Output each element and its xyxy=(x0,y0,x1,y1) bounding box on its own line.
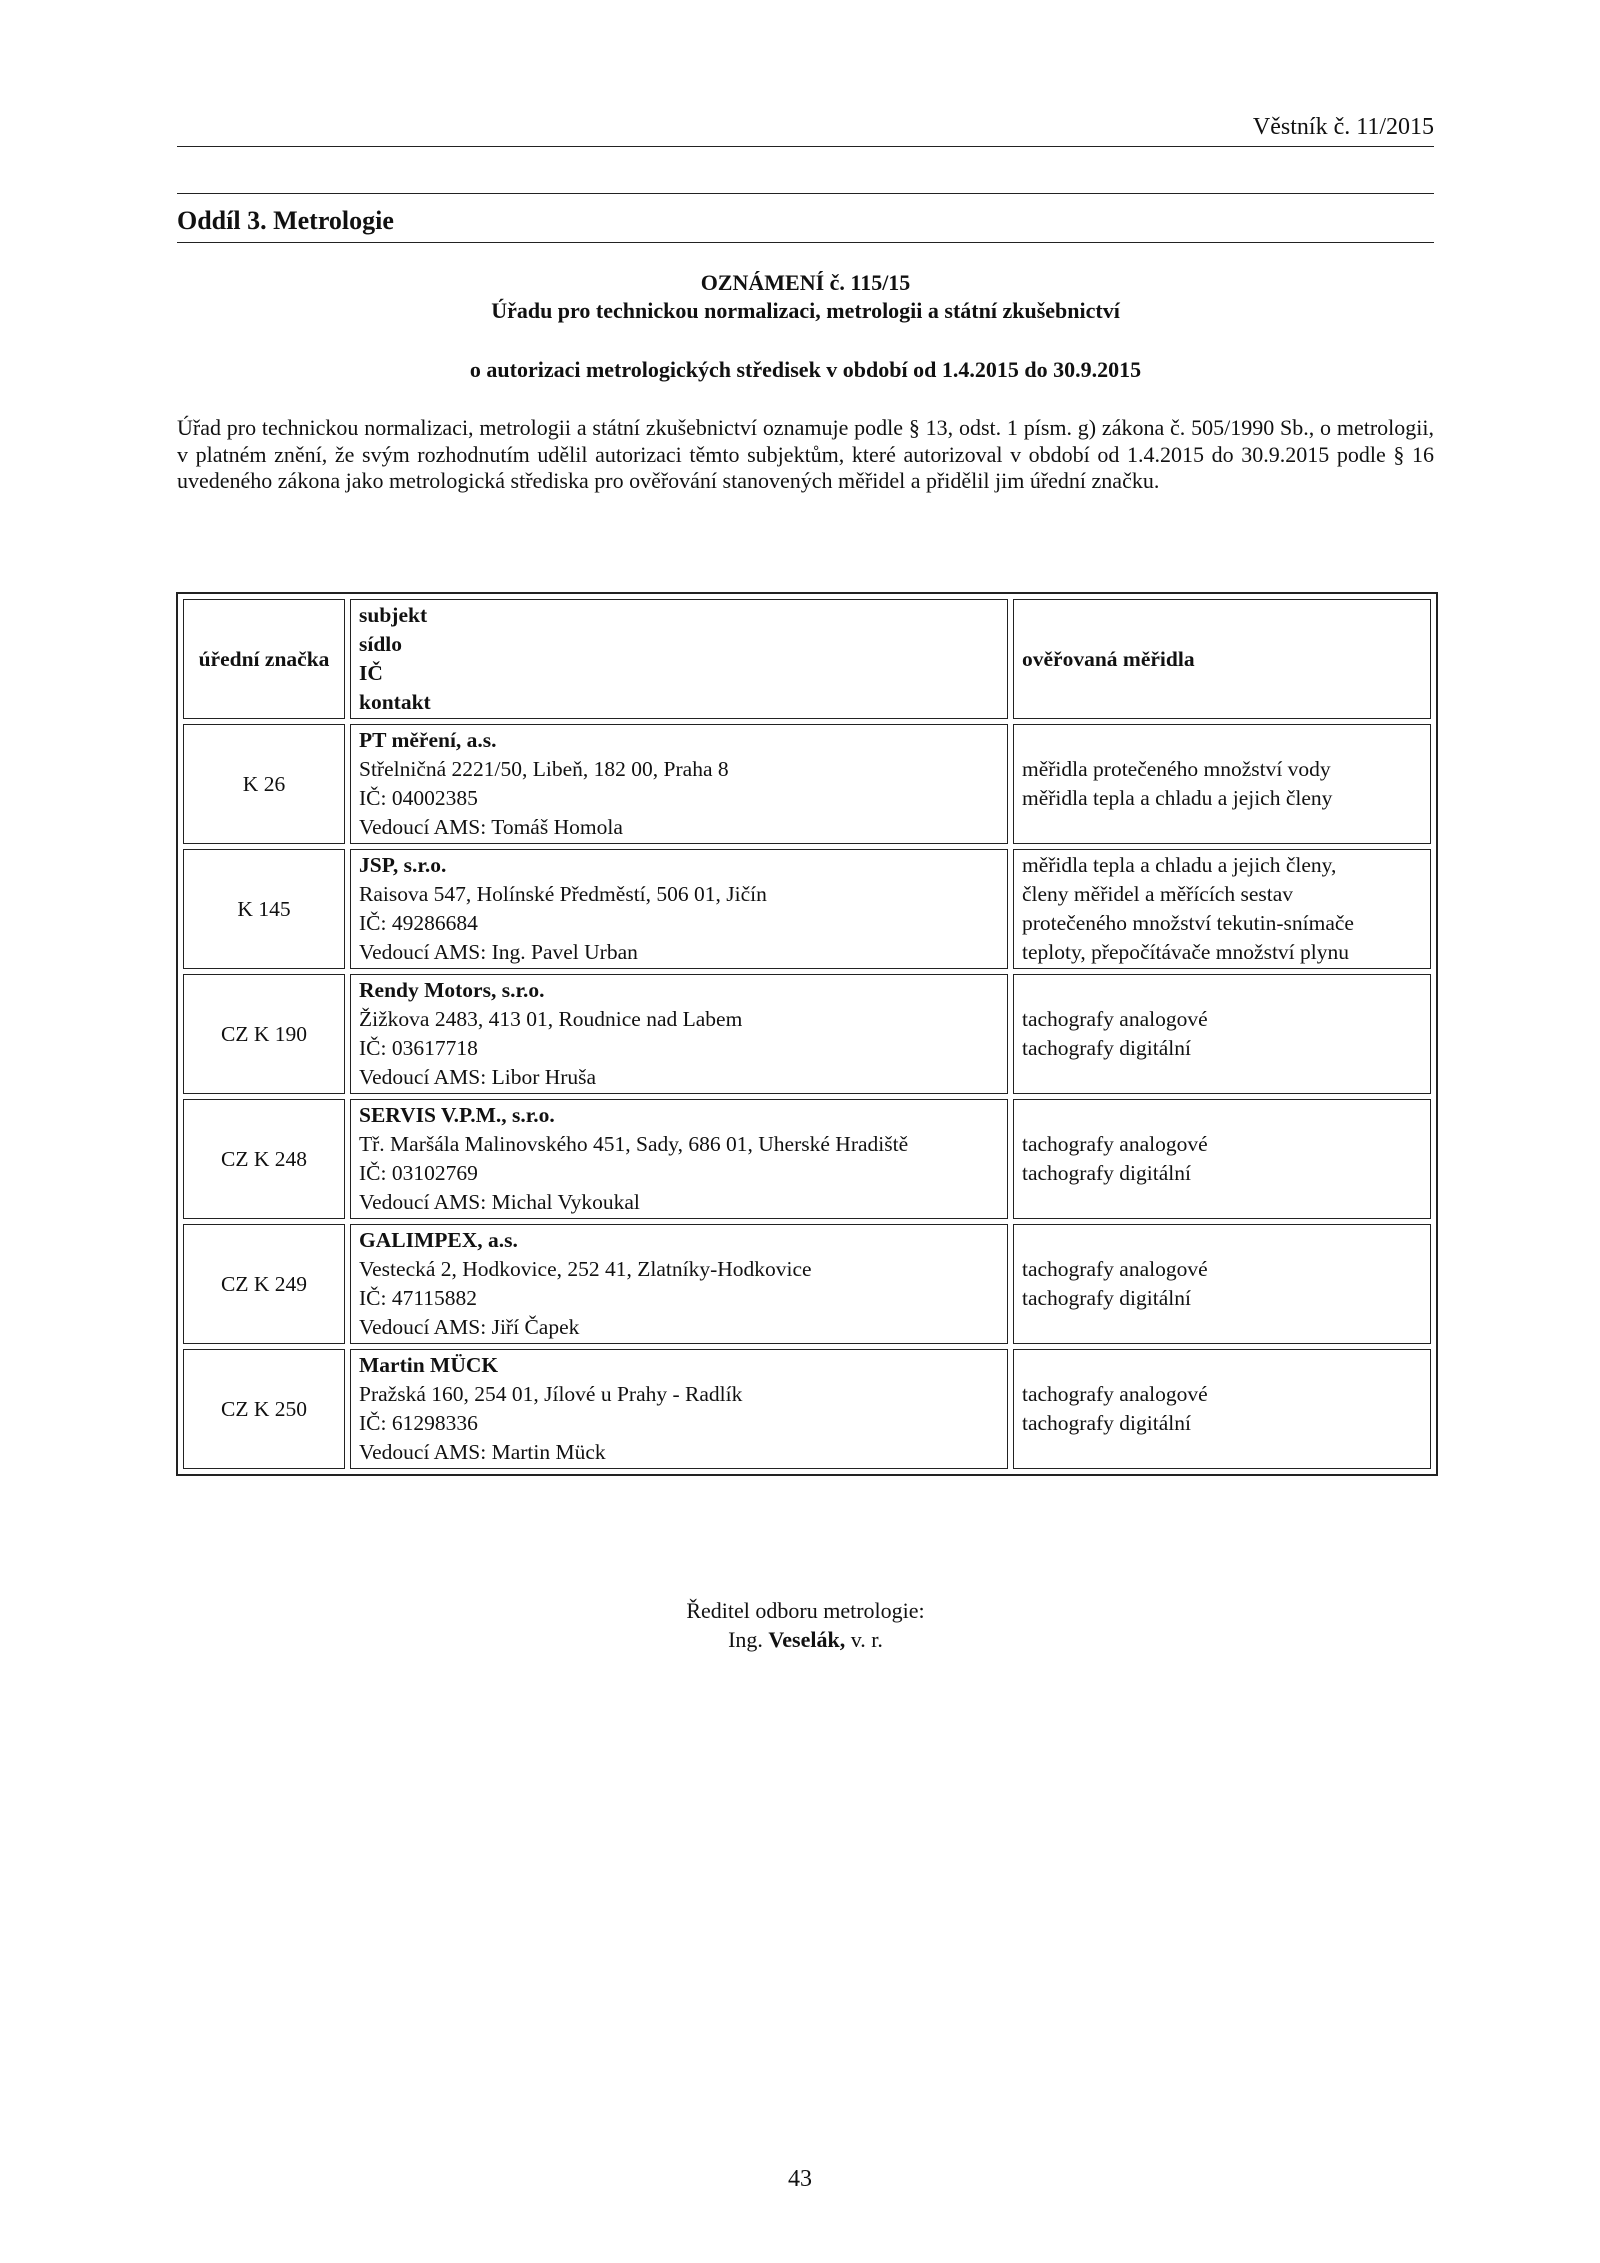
row-code: K 26 xyxy=(183,724,345,844)
row-instruments xyxy=(1013,1099,1431,1219)
subject-contact: Vedoucí AMS: Tomáš Homola xyxy=(359,815,623,839)
signature-name: Veselák, xyxy=(768,1627,846,1652)
row-subject xyxy=(350,1224,1008,1344)
table-header-row xyxy=(183,599,1431,719)
notice-title: OZNÁMENÍ č. 115/15 xyxy=(700,270,911,295)
subject-ic: IČ: 04002385 xyxy=(359,786,478,810)
subject-name: Rendy Motors, s.r.o. xyxy=(359,978,545,1002)
notice-subject: o autorizaci metrologických středisek v období od 1.4.2015 do 30.9.2015 xyxy=(469,357,1142,382)
table-row xyxy=(183,849,1431,969)
subject-address: Tř. Maršála Malinovského 451, Sady, 686 01, Uherské Hradiště xyxy=(359,1132,909,1156)
section-rule-bottom xyxy=(177,242,1434,243)
subject-address: Pražská 160, 254 01, Jílové u Prahy - Radlík xyxy=(359,1382,743,1406)
table-row xyxy=(183,974,1431,1094)
instrument-item: tachografy digitální xyxy=(1022,1036,1191,1060)
signature-suffix: v. r. xyxy=(850,1627,883,1652)
subject-contact: Vedoucí AMS: Ing. Pavel Urban xyxy=(359,940,638,964)
subject-name: JSP, s.r.o. xyxy=(359,853,447,877)
instrument-item: tachografy analogové xyxy=(1022,1007,1208,1031)
row-instruments xyxy=(1013,724,1431,844)
table-row xyxy=(183,724,1431,844)
header-rule xyxy=(177,146,1434,147)
instrument-item: členy měřidel a měřících sestav xyxy=(1022,882,1294,906)
subject-address: Střelničná 2221/50, Libeň, 182 00, Praha 8 xyxy=(359,757,729,781)
header-subject-line: sídlo xyxy=(359,632,403,656)
journal-issue: Věstník č. 11/2015 xyxy=(1252,114,1434,140)
row-subject xyxy=(350,1349,1008,1469)
subject-ic: IČ: 03617718 xyxy=(359,1036,478,1060)
row-code: CZ K 190 xyxy=(183,974,345,1094)
row-instruments xyxy=(1013,1349,1431,1469)
instrument-item: tachografy digitální xyxy=(1022,1286,1191,1310)
row-code: CZ K 250 xyxy=(183,1349,345,1469)
header-subject-line: IČ xyxy=(359,661,383,685)
row-subject xyxy=(350,724,1008,844)
notice-authority: Úřadu pro technickou normalizaci, metrologii a státní zkušebnictví xyxy=(491,298,1120,323)
instrument-item: tachografy digitální xyxy=(1022,1411,1191,1435)
subject-address: Vestecká 2, Hodkovice, 252 41, Zlatníky-Hodkovice xyxy=(359,1257,812,1281)
header-subject-line: kontakt xyxy=(359,690,431,714)
instrument-item: měřidla tepla a chladu a jejich členy xyxy=(1022,786,1333,810)
page-number: 43 xyxy=(788,2166,812,2192)
row-instruments xyxy=(1013,974,1431,1094)
instrument-item: tachografy digitální xyxy=(1022,1161,1191,1185)
instrument-item: tachografy analogové xyxy=(1022,1132,1208,1156)
header-subject xyxy=(350,599,1008,719)
row-subject xyxy=(350,974,1008,1094)
subject-name: PT měření, a.s. xyxy=(359,728,497,752)
table-row xyxy=(183,1224,1431,1344)
subject-ic: IČ: 49286684 xyxy=(359,911,478,935)
instrument-item: tachografy analogové xyxy=(1022,1382,1208,1406)
instrument-item: měřidla tepla a chladu a jejich členy, xyxy=(1022,853,1337,877)
signature-prefix: Ing. xyxy=(728,1627,763,1652)
subject-contact: Vedoucí AMS: Jiří Čapek xyxy=(359,1315,580,1339)
signature-name-line xyxy=(177,1625,1434,1654)
instrument-item: teploty, přepočítávače množství plynu xyxy=(1022,940,1349,964)
table-row xyxy=(183,1349,1431,1469)
subject-ic: IČ: 47115882 xyxy=(359,1286,478,1310)
subject-name: Martin MÜCK xyxy=(359,1353,499,1377)
header-code: úřední značka xyxy=(183,599,345,719)
subject-ic: IČ: 03102769 xyxy=(359,1161,478,1185)
signature-role: Ředitel odboru metrologie: xyxy=(686,1598,925,1623)
section-title: Oddíl 3. Metrologie xyxy=(177,206,394,235)
authorization-table xyxy=(176,592,1438,1476)
instrument-item: měřidla protečeného množství vody xyxy=(1022,757,1331,781)
subject-contact: Vedoucí AMS: Libor Hruša xyxy=(359,1065,597,1089)
instrument-item: protečeného množství tekutin-snímače xyxy=(1022,911,1354,935)
row-code: K 145 xyxy=(183,849,345,969)
header-instruments: ověřovaná měřidla xyxy=(1013,599,1431,719)
subject-address: Raisova 547, Holínské Předměstí, 506 01, Jičín xyxy=(359,882,767,906)
table-row xyxy=(183,1099,1431,1219)
subject-address: Žižkova 2483, 413 01, Roudnice nad Labem xyxy=(359,1007,743,1031)
signature-block xyxy=(177,1596,1434,1654)
subject-ic: IČ: 61298336 xyxy=(359,1411,478,1435)
row-instruments xyxy=(1013,1224,1431,1344)
subject-name: SERVIS V.P.M., s.r.o. xyxy=(359,1103,555,1127)
header-subject-line: subjekt xyxy=(359,603,428,627)
instrument-item: tachografy analogové xyxy=(1022,1257,1208,1281)
row-instruments xyxy=(1013,849,1431,969)
row-code: CZ K 249 xyxy=(183,1224,345,1344)
subject-contact: Vedoucí AMS: Michal Vykoukal xyxy=(359,1190,640,1214)
row-subject xyxy=(350,849,1008,969)
row-subject xyxy=(350,1099,1008,1219)
section-rule-top xyxy=(177,193,1434,194)
subject-contact: Vedoucí AMS: Martin Mück xyxy=(359,1440,606,1464)
row-code: CZ K 248 xyxy=(183,1099,345,1219)
intro-paragraph: Úřad pro technickou normalizaci, metrologii a státní zkušebnictví oznamuje podle § 13, odst. 1 písm. g) zákona č. 505/1990 Sb., o metrologii, v platném znění, že svým rozhodnutím udělil autorizaci těmto subjektům, které autorizoval v období od 1.4.2015 do 30.9.2015 podle § 16 uvedeného zákona jako metrologická střediska pro ověřování stanovených měřidel a přidělil jim úřední značku. xyxy=(177,415,1434,493)
subject-name: GALIMPEX, a.s. xyxy=(359,1228,518,1252)
